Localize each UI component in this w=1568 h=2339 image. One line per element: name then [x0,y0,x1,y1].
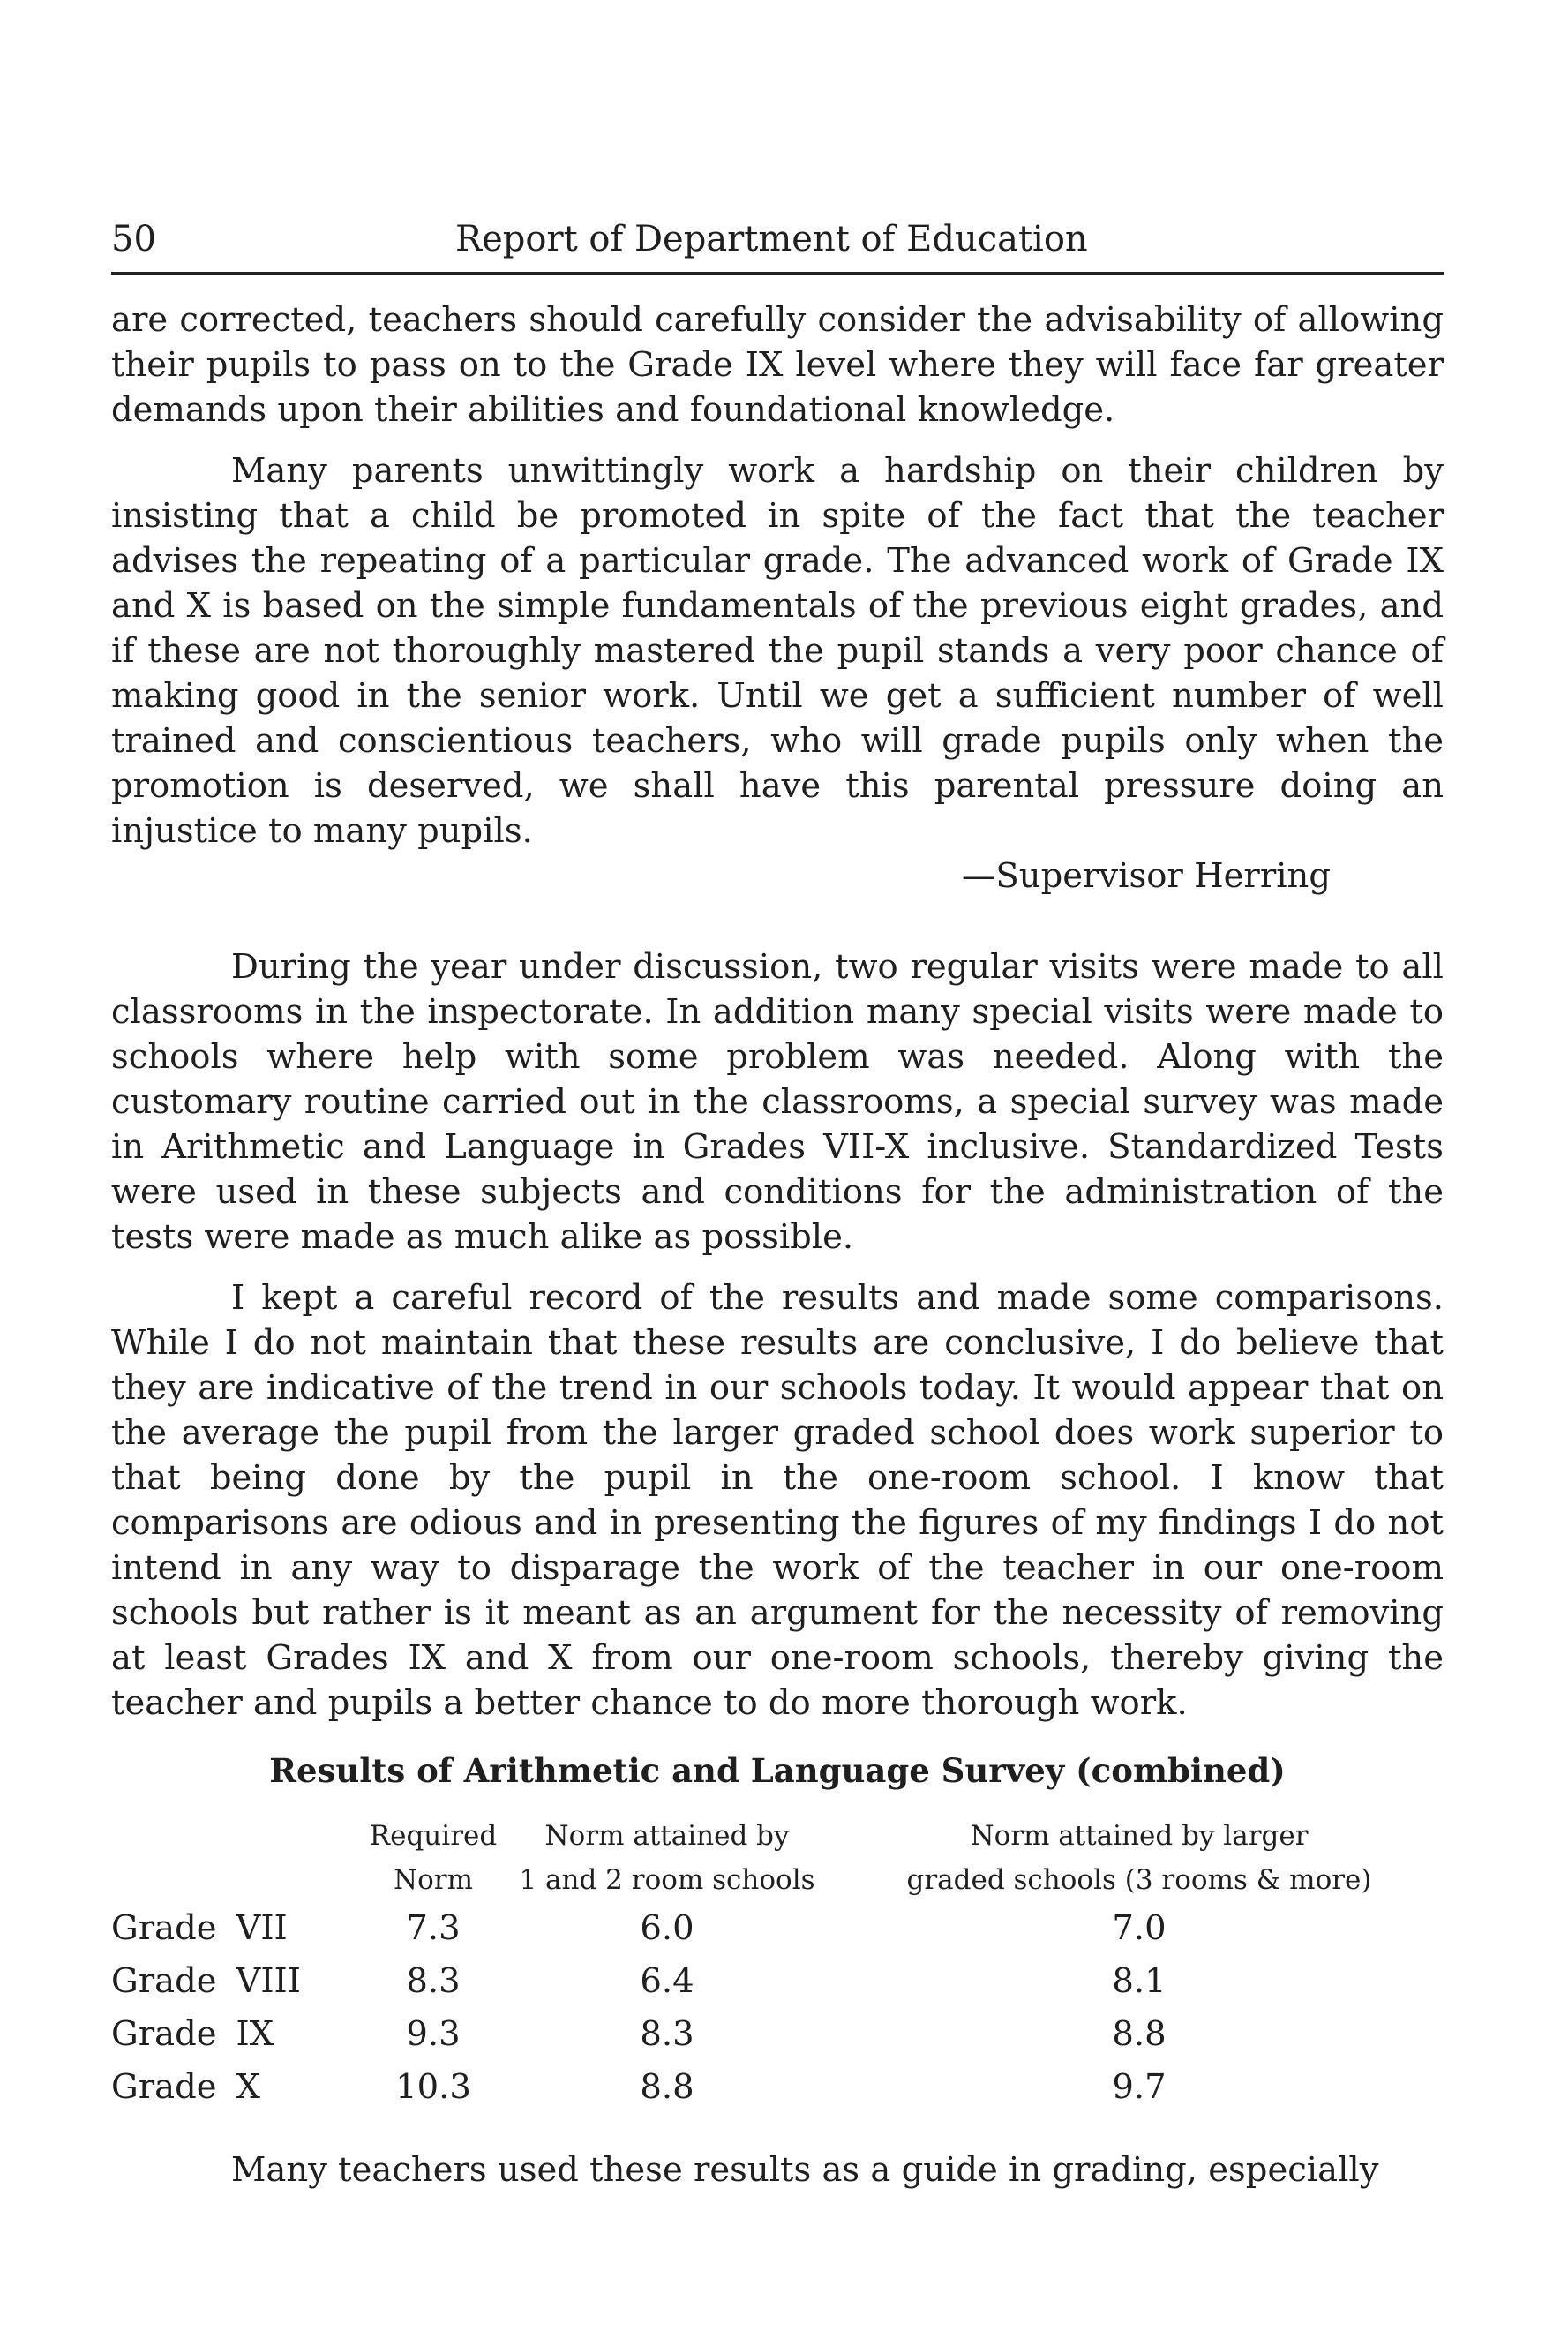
large-school-value: 8.1 [1112,1961,1167,2001]
header-small-schools-detail: 1 and 2 room schools [519,1864,815,1896]
grade-number: VII [236,1908,288,1948]
header-empty [111,1814,367,1858]
table-row [111,1955,1444,2008]
paragraph-4: I kept a careful record of the results and made some comparisons. While I do not maintain that these results are conclusive, I do believe that they are indicative of the trend in our schools today. It would appear that on the average the pupil from the larger graded school does work superior to that being done by the pupil in the one-room school. I know that comparisons are odious and in presenting the figures of my findings I do not intend in any way to disparage the work of the teacher in our one-room schools but rather is it meant as an argument for the necessity of removing at least Grades IX and X from our one-room schools, thereby giving the teacher and pupils a better chance to do more thorough work. [111,1278,1444,1723]
paragraph-gap [111,1260,1444,1275]
header-rule [111,272,1444,275]
paragraph-1: are corrected, teachers should carefully consider the advisability of allowing their pupils to pass on to the Grade IX level where they will face far greater demands upon their abilities and foundational knowledge. [111,300,1444,430]
page-header [111,212,1444,267]
paragraph-2: Many parents unwittingly work a hardship on their children by insisting that a child be promoted in spite of the fact that the teacher advises the repeating of a particular grade. The advanced work of Grade IX and X is based on the simple fundamentals of the previous eight grades, and if these are not thoroughly mastered the pupil stands a very poor chance of making good in the senior work. Until we get a sufficient number of well trained and conscientious teachers, who will grade pupils only when the promotion is deserved, we shall have this parental pressure doing an injustice to many pupils. [111,451,1444,851]
large-school-value: 8.8 [1112,2014,1167,2054]
grade-number: X [236,2067,260,2107]
small-school-value: 6.0 [640,1908,694,1948]
table-header-row-1 [111,1814,1444,1858]
header-empty [111,1858,367,1902]
required-norm-value: 7.3 [406,1908,461,1948]
table-row [111,1902,1444,1955]
running-head: Report of Department of Education [455,219,1088,259]
required-norm-value: 10.3 [395,2067,471,2107]
paragraph-5: Many teachers used these results as a guide in grading, especially [231,2150,1379,2190]
small-school-value: 6.4 [640,1961,694,2001]
header-required-norm: Norm [393,1864,473,1896]
header-large-schools: Norm attained by larger [970,1820,1309,1852]
header-large-schools-detail: graded schools (3 rooms & more) [906,1864,1372,1896]
small-school-value: 8.8 [640,2067,694,2107]
grade-label [111,2061,367,2114]
grade-label [111,2008,367,2061]
header-small-schools: Norm attained by [544,1820,790,1852]
table-title: Results of Arithmetic and Language Survey (combined) [269,1751,1286,1790]
grade-label [111,1902,367,1955]
required-norm-value: 9.3 [406,2014,461,2054]
paragraph-3: During the year under discussion, two regular visits were made to all classrooms in the inspectorate. In addition many special visits were made to schools where help with some problem was needed. Along with the customary routine carried out in the classrooms, a special survey was made in Arithmetic and Language in Grades VII-X inclusive. Standardized Tests were used in these subjects and conditions for the administration of the tests were made as much alike as possible. [111,947,1444,1257]
grade-word: Grade [111,2014,217,2054]
table-header-row-2 [111,1858,1444,1902]
grade-label [111,1955,367,2008]
large-school-value: 7.0 [1112,1908,1167,1948]
document-page [111,212,1444,2192]
small-school-value: 8.3 [640,2014,694,2054]
grade-number: VIII [236,1961,301,2001]
table-row [111,2061,1444,2114]
required-norm-value: 8.3 [406,1961,461,2001]
grade-number: IX [236,2014,274,2054]
results-table [111,1814,1444,2114]
paragraph-gap [111,432,1444,448]
header-required: Required [369,1820,498,1852]
grade-word: Grade [111,1961,217,2001]
grade-word: Grade [111,2067,217,2107]
table-row [111,2008,1444,2061]
grade-word: Grade [111,1908,217,1948]
large-school-value: 9.7 [1112,2067,1167,2107]
page-number: 50 [111,219,156,259]
signature: —Supervisor Herring [961,856,1331,896]
